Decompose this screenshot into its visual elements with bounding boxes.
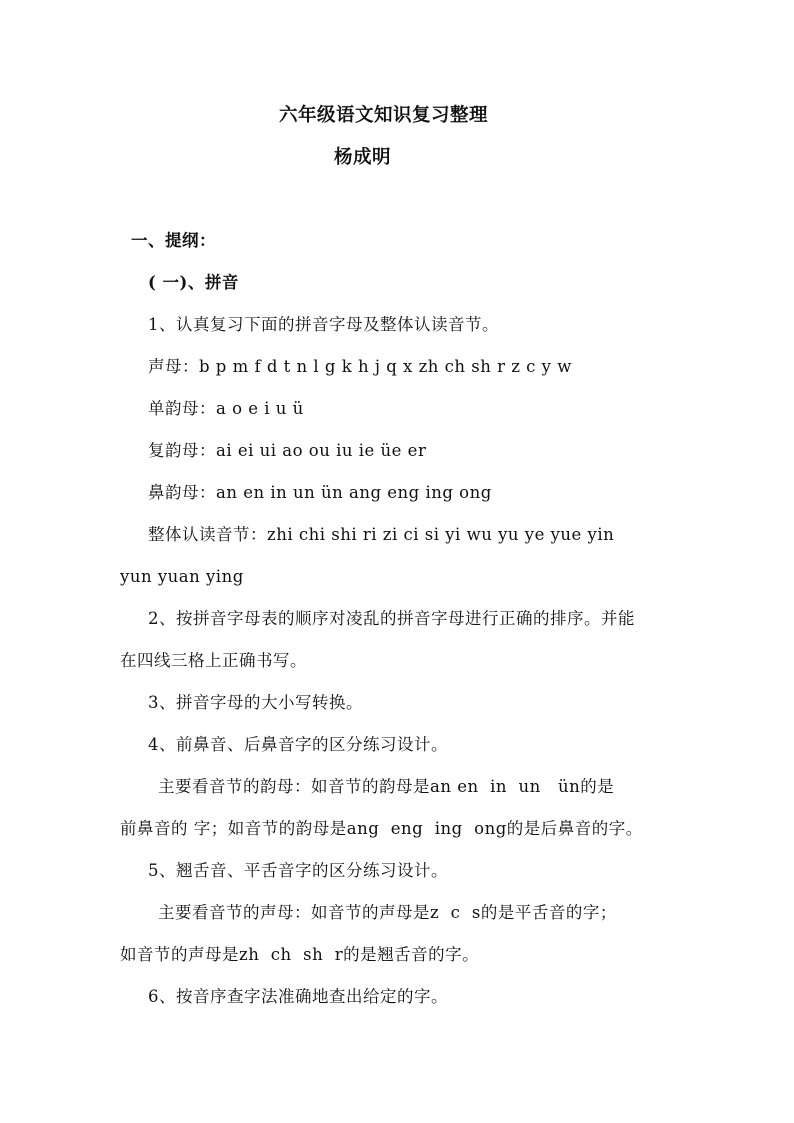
item-4-note-line-1: 主要看音节的韵母：如音节的韵母是an en in un ün的是: [158, 777, 615, 796]
initials-line: 声母：b p m f d t n l g k h j q x zh ch sh r z c y w: [148, 357, 572, 376]
author-name: 杨成明: [334, 147, 392, 168]
item-1: 1、认真复习下面的拼音字母及整体认读音节。: [148, 315, 499, 334]
item-4-note-line-2: 前鼻音的 字；如音节的韵母是ang eng ing ong的是后鼻音的字。: [120, 819, 643, 838]
compound-finals-line: 复韵母：ai ei ui ao ou iu ie üe er: [148, 441, 427, 460]
subsection-heading-pinyin: ( 一)、拼音: [148, 273, 239, 292]
item-5-note-line-1: 主要看音节的声母：如音节的声母是z c s的是平舌音的字；: [158, 903, 617, 922]
nasal-finals-line: 鼻韵母：an en in un ün ang eng ing ong: [148, 483, 492, 502]
document-title: 六年级语文知识复习整理: [279, 105, 489, 126]
item-5-note-line-2: 如音节的声母是zh ch sh r的是翘舌音的字。: [120, 945, 480, 964]
item-2-line-2: 在四线三格上正确书写。: [120, 651, 307, 670]
whole-syllables-line-1: 整体认读音节：zhi chi shi ri zi ci si yi wu yu ye yue yin: [148, 525, 615, 544]
item-5: 5、翘舌音、平舌音字的区分练习设计。: [148, 861, 448, 880]
simple-finals-line: 单韵母：a o e i u ü: [148, 399, 304, 418]
item-3: 3、拼音字母的大小写转换。: [148, 693, 363, 712]
whole-syllables-line-2: yun yuan ying: [120, 567, 244, 586]
item-2-line-1: 2、按拼音字母表的顺序对凌乱的拼音字母进行正确的排序。并能: [148, 609, 635, 628]
item-4: 4、前鼻音、后鼻音字的区分练习设计。: [148, 735, 448, 754]
item-6: 6、按音序查字法准确地查出给定的字。: [148, 987, 448, 1006]
section-heading-outline: 一、提纲：: [131, 231, 216, 250]
